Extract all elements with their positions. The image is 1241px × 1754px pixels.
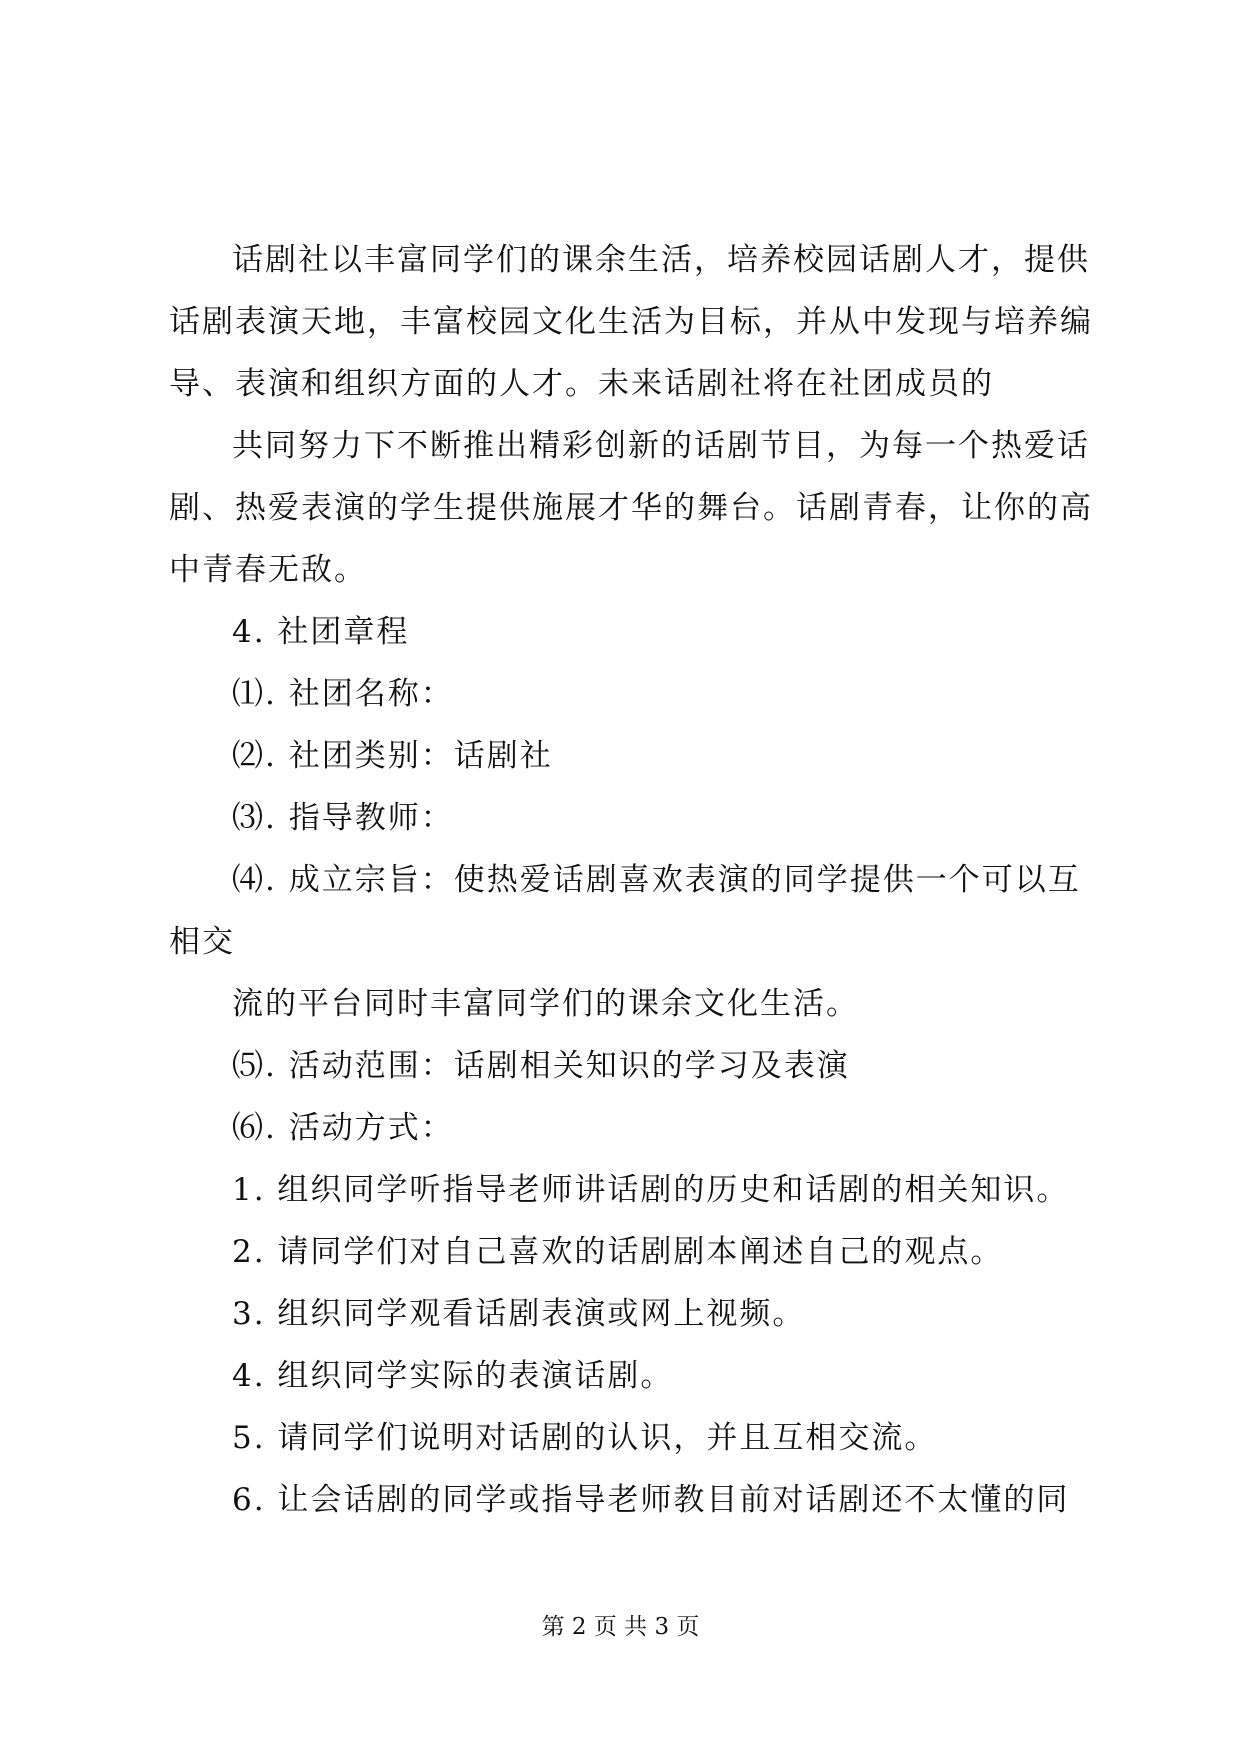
list-item: ⑸. 活动范围：话剧相关知识的学习及表演 <box>232 1048 850 1084</box>
paragraph-line: 话剧表演天地，丰富校园文化生活为目标，并从中发现与培养编 <box>169 304 1093 340</box>
list-item: ⑶. 指导教师： <box>232 800 454 836</box>
list-item-continued: 流的平台同时丰富同学们的课余文化生活。 <box>232 986 859 1022</box>
paragraph-line: 话剧社以丰富同学们的课余生活，培养校园话剧人才，提供 <box>232 242 1090 278</box>
list-item: ⑷. 成立宗旨：使热爱话剧喜欢表演的同学提供一个可以互 <box>232 862 1081 898</box>
list-item: ⑵. 社团类别：话剧社 <box>232 738 553 774</box>
list-item: 3. 组织同学观看话剧表演或网上视频。 <box>232 1296 806 1332</box>
list-item: 6. 让会话剧的同学或指导老师教目前对话剧还不太懂的同 <box>232 1482 1070 1518</box>
paragraph-line: 共同努力下不断推出精彩创新的话剧节目，为每一个热爱话 <box>232 428 1090 464</box>
paragraph-line: 中青春无敌。 <box>169 552 367 588</box>
list-item-continued: 相交 <box>169 924 235 960</box>
paragraph-line: 剧、热爱表演的学生提供施展才华的舞台。话剧青春，让你的高 <box>169 490 1093 526</box>
list-item: 5. 请同学们说明对话剧的认识，并且互相交流。 <box>232 1420 938 1456</box>
list-item: 2. 请同学们对自己喜欢的话剧剧本阐述自己的观点。 <box>232 1234 1004 1270</box>
section-heading: 4. 社团章程 <box>232 614 410 650</box>
list-item: ⑹. 活动方式： <box>232 1110 454 1146</box>
paragraph-line: 导、表演和组织方面的人才。未来话剧社将在社团成员的 <box>169 366 994 402</box>
list-item: 4. 组织同学实际的表演话剧。 <box>232 1358 674 1394</box>
list-item: ⑴. 社团名称： <box>232 676 454 712</box>
list-item: 1. 组织同学听指导老师讲话剧的历史和话剧的相关知识。 <box>232 1172 1070 1208</box>
page-number-footer: 第 2 页 共 3 页 <box>541 1614 700 1640</box>
